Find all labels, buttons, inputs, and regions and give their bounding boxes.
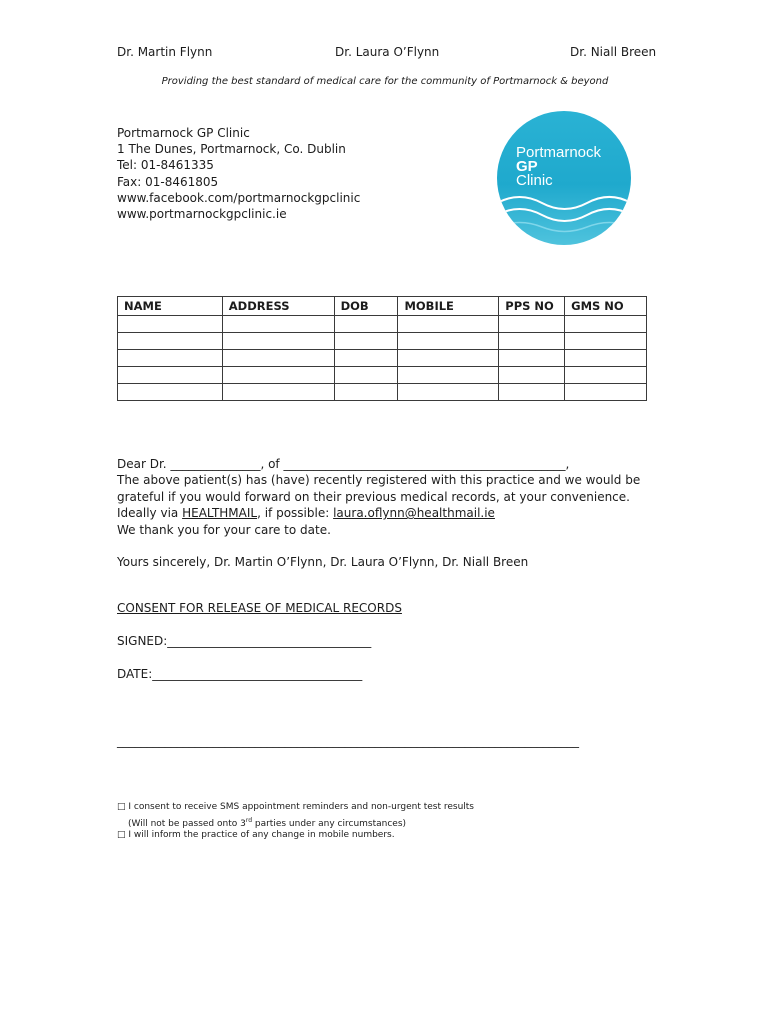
date-field[interactable]: DATE:___________________________________ [117,667,363,681]
ideally-line [117,505,640,521]
table-cell[interactable] [565,350,647,367]
sms-consent-text: I consent to receive SMS appointment reminders and non-urgent test results [125,802,474,812]
table-cell[interactable] [334,316,398,333]
header-pps-no: PPS NO [499,297,565,316]
tagline: Providing the best standard of medical care for the community of Portmarnock & beyond [161,76,609,87]
logo-text [516,146,601,188]
logo-line-3: Clinic [516,172,553,189]
clinic-address: 1 The Dunes, Portmarnock, Co. Dublin [117,142,346,157]
table-cell[interactable] [222,316,334,333]
table-cell[interactable] [118,316,223,333]
table-cell[interactable] [118,350,223,367]
comma: , [565,457,570,471]
mobile-change-checkbox[interactable]: □ [117,830,126,840]
dear-prefix: Dear Dr. [117,457,167,471]
table-cell[interactable] [222,384,334,401]
table-cell[interactable] [565,316,647,333]
table-row [118,350,647,367]
table-cell[interactable] [499,333,565,350]
table-cell[interactable] [334,350,398,367]
signature-line[interactable]: _____________________________________________________________________________ [117,734,579,748]
table-cell[interactable] [565,333,647,350]
table-row [118,367,647,384]
letter-line-3: grateful if you would forward on their previous medical records, at your convenience. [117,489,630,504]
sms-consent-line [117,800,474,814]
table-cell[interactable] [565,384,647,401]
table-cell[interactable] [398,384,499,401]
letter-line-2: The above patient(s) has (have) recently registered with this practice and we would be [117,473,641,488]
table-cell[interactable] [398,333,499,350]
email-link[interactable]: laura.oflynn@healthmail.ie [333,506,495,521]
logo-line-2: GP [516,158,538,175]
clinic-facebook-link[interactable]: www.facebook.com/portmarnockgpclinic [117,190,361,205]
letter-body [117,456,640,571]
table-cell[interactable] [398,350,499,367]
third-party-sup: rd [245,817,253,824]
header-dob: DOB [334,297,398,316]
doctor-blank[interactable]: _______________ [170,457,261,471]
contact-block [117,125,360,222]
clinic-website-link[interactable]: www.portmarnockgpclinic.ie [117,207,287,222]
table-cell[interactable] [118,333,223,350]
table-cell[interactable] [499,384,565,401]
sms-consent-checkbox[interactable]: □ [117,802,126,812]
practice-blank[interactable]: _______________________________________________ [283,457,566,471]
sign-off-line: Yours sincerely, Dr. Martin O’Flynn, Dr. Laura O’Flynn, Dr. Niall Breen [117,555,529,570]
if-possible-text: , if possible: [257,506,334,521]
patient-table [117,296,647,401]
clinic-name: Portmarnock GP Clinic [117,126,250,140]
clinic-tel: Tel: 01-8461335 [117,158,214,173]
table-cell[interactable] [222,367,334,384]
table-cell[interactable] [499,350,565,367]
healthmail-link[interactable]: HEALTHMAIL [182,506,258,521]
doctor-name-2: Dr. Laura O’Flynn [335,45,440,59]
table-cell[interactable] [118,367,223,384]
table-cell[interactable] [222,350,334,367]
table-row [118,384,647,401]
table-header-row [118,297,647,316]
table-cell[interactable] [398,367,499,384]
third-party-prefix: (Will not be passed onto 3 [128,819,246,829]
mobile-change-line [117,828,395,842]
header-gms-no: GMS NO [565,297,647,316]
header-address: ADDRESS [222,297,334,316]
doctor-name-3: Dr. Niall Breen [570,45,657,59]
table-row [118,316,647,333]
table-cell[interactable] [499,367,565,384]
clinic-fax: Fax: 01-8461805 [117,174,219,189]
signed-field[interactable]: SIGNED:__________________________________ [117,634,372,648]
header-name: NAME [118,297,223,316]
table-cell[interactable] [334,384,398,401]
header-mobile: MOBILE [398,297,499,316]
table-cell[interactable] [398,316,499,333]
table-cell[interactable] [222,333,334,350]
table-cell[interactable] [565,367,647,384]
dear-line [117,456,640,472]
table-cell[interactable] [334,367,398,384]
consent-title: CONSENT FOR RELEASE OF MEDICAL RECORDS [117,601,402,615]
table-cell[interactable] [118,384,223,401]
logo-line-1: Portmarnock [516,144,602,161]
third-party-suffix: parties under any circumstances) [252,819,407,829]
table-row [118,333,647,350]
of-text: , of [260,457,280,471]
mobile-change-text: I will inform the practice of any change in mobile numbers. [125,830,395,840]
thanks-line: We thank you for your care to date. [117,522,331,537]
ideally-prefix: Ideally via [117,506,183,521]
table-cell[interactable] [334,333,398,350]
doctor-name-1: Dr. Martin Flynn [117,45,213,59]
table-cell[interactable] [499,316,565,333]
clinic-logo [497,111,631,245]
